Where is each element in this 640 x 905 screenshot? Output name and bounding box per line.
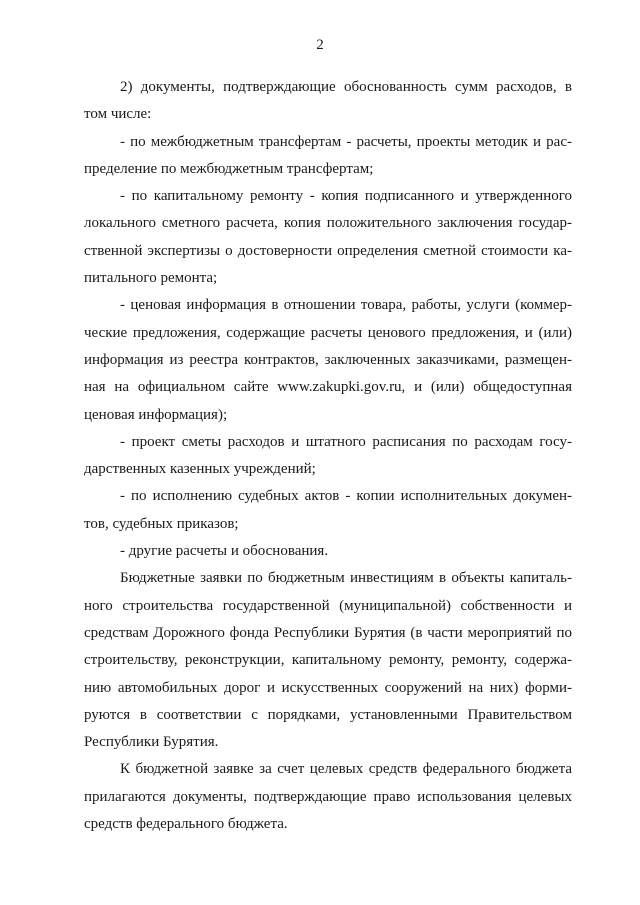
text-line: - по межбюджетным трансфертам - расчеты, проекты методик и рас- (120, 133, 572, 150)
text-line: 2) документы, подтверждающие обоснованность сумм расходов, в (120, 79, 572, 95)
document-body (84, 74, 572, 838)
text-line: ного строительства государственной (муниципальной) собственности и (84, 597, 572, 614)
text-line: Бюджетные заявки по бюджетным инвестициям в объекты капиталь- (120, 570, 572, 587)
text-line: информация из реестра контрактов, заключенных заказчиками, размещен- (84, 351, 572, 368)
page-number: 2 (316, 37, 324, 53)
text-line: прилагаются документы, подтверждающие право использования целевых (84, 788, 572, 805)
text-line: ценовая информация); (84, 406, 228, 423)
text-line: - по капитальному ремонту - копия подписанного и утвержденного (120, 188, 572, 205)
text-line: тов, судебных приказов; (84, 515, 239, 532)
text-line: строительству, реконструкции, капитальному ремонту, ремонту, содержа- (84, 652, 572, 669)
text-line: - проект сметы расходов и штатного расписания по расходам госу- (120, 433, 572, 450)
text-line: средств федерального бюджета. (84, 816, 288, 833)
text-line: - ценовая информация в отношении товара, работы, услуги (коммер- (120, 297, 572, 314)
text-line: К бюджетной заявке за счет целевых средств федерального бюджета (120, 761, 572, 778)
text-line: нию автомобильных дорог и искусственных сооружений на них) форми- (84, 679, 572, 696)
text-line: руются в соответствии с порядками, установленными Правительством (84, 706, 572, 723)
text-line: питального ремонта; (84, 270, 218, 287)
text-line: средствам Дорожного фонда Республики Бурятия (в части мероприятий по (84, 624, 572, 641)
text-line: локального сметного расчета, копия положительного заключения государ- (84, 215, 572, 232)
text-line: том числе: (84, 106, 152, 123)
text-line: ственной экспертизы о достоверности определения сметной стоимости ка- (84, 242, 572, 259)
text-line: - по исполнению судебных актов - копии исполнительных докумен- (120, 488, 572, 505)
text-line: дарственных казенных учреждений; (84, 461, 316, 478)
text-line: пределение по межбюджетным трансфертам; (84, 160, 374, 177)
text-line: ная на официальном сайте www.zakupki.gov.ru, и (или) общедоступная (84, 379, 572, 396)
text-line: - другие расчеты и обоснования. (120, 543, 329, 560)
text-line: ческие предложения, содержащие расчеты ценового предложения, и (или) (84, 324, 572, 341)
text-line: Республики Бурятия. (84, 734, 219, 751)
